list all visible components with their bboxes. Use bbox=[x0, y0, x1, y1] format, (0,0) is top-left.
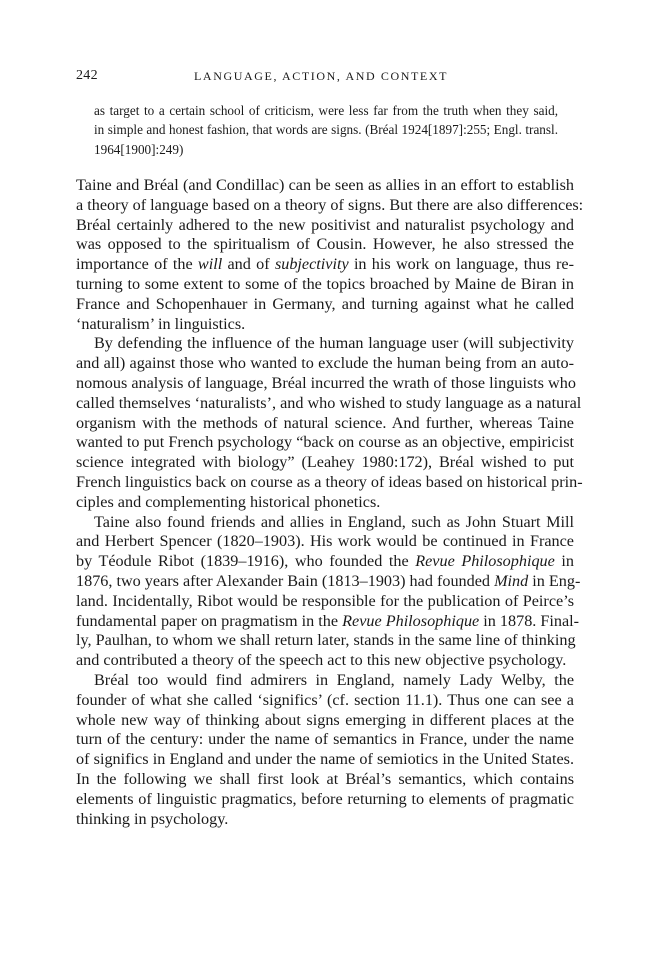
text-line bbox=[76, 651, 574, 671]
text-line bbox=[76, 730, 574, 750]
text-line bbox=[76, 393, 582, 414]
text-run: Taine and Bréal (and Condillac) can be seen as allies in an effort to establish bbox=[76, 176, 574, 194]
quote-line: in simple and honest fashion, that words are signs. (Bréal 1924[1897]:255; Engl. transl. bbox=[94, 122, 558, 138]
text-run: Bréal certainly adhered to the new positivist and naturalist psychology and bbox=[76, 215, 574, 234]
paragraph bbox=[76, 671, 574, 829]
text-line bbox=[76, 493, 574, 513]
italic-emphasis: will bbox=[197, 255, 223, 274]
text-run: importance of the bbox=[76, 255, 198, 274]
text-run: land. Incidentally, Ribot would be responsible for the publication of Peirce’s bbox=[76, 591, 574, 610]
text-run: was opposed to the spiritualism of Cousin. However, he also stressed the bbox=[76, 235, 574, 254]
text-line bbox=[76, 374, 574, 394]
text-run: French linguistics back on course as a theory of ideas based on historical prin- bbox=[76, 472, 583, 491]
text-run: science integrated with biology” (Leahey 1980:172), Bréal wished to put bbox=[76, 453, 574, 472]
text-line bbox=[76, 453, 574, 473]
text-run: organism with the methods of natural science. And further, whereas Taine bbox=[76, 413, 574, 432]
running-title: LANGUAGE, ACTION, AND CONTEXT bbox=[194, 69, 449, 83]
text-line bbox=[76, 216, 574, 236]
text-run: and all) against those who wanted to exclude the human being from an auto- bbox=[76, 354, 574, 373]
text-run: called themselves ‘naturalists’, and who wished to study language as a natural bbox=[76, 393, 582, 412]
text-line bbox=[76, 433, 574, 453]
text-run: fundamental paper on pragmatism in the bbox=[76, 611, 343, 630]
body-text bbox=[76, 176, 584, 829]
text-run: nomous analysis of language, Bréal incurred the wrath of those linguists who bbox=[76, 373, 576, 392]
paragraph bbox=[76, 512, 581, 671]
block-quote bbox=[94, 101, 558, 159]
text-line bbox=[76, 255, 574, 275]
text-run: turn of the century: under the name of semantics in France, under the name bbox=[76, 730, 574, 749]
text-line bbox=[76, 472, 583, 493]
italic-emphasis: Mind bbox=[494, 571, 529, 590]
text-line bbox=[76, 770, 574, 790]
text-line bbox=[76, 275, 574, 295]
text-line bbox=[76, 513, 574, 533]
text-run: wanted to put French psychology “back on course as an objective, empiricist bbox=[76, 433, 574, 452]
text-line bbox=[76, 235, 574, 255]
text-line bbox=[76, 810, 574, 830]
text-line bbox=[76, 691, 574, 711]
quote-line: as target to a certain school of criticism, were less far from the truth when they said, bbox=[94, 103, 558, 118]
text-line bbox=[76, 354, 574, 374]
running-head bbox=[76, 66, 574, 86]
text-line bbox=[76, 334, 574, 354]
italic-emphasis: Revue Philosophique bbox=[342, 611, 480, 630]
text-run: by Téodule Ribot (1839–1916), who founded the bbox=[76, 552, 416, 571]
text-run: thinking in psychology. bbox=[76, 809, 229, 828]
text-run: ciples and complementing historical phonetics. bbox=[76, 492, 381, 511]
text-run: ly, Paulhan, to whom we shall return later, stands in the same line of thinking bbox=[76, 631, 576, 650]
text-run: a theory of language based on a theory of signs. But there are also differences: bbox=[76, 195, 584, 214]
paragraph bbox=[76, 334, 583, 512]
text-run: of significs in England and under the name of semiotics in the United States. bbox=[76, 750, 574, 769]
text-line bbox=[76, 790, 574, 810]
text-run: elements of linguistic pragmatics, before returning to elements of pragmatic bbox=[76, 789, 574, 808]
italic-emphasis: Revue Philosophique bbox=[415, 552, 555, 571]
text-run: whole new way of thinking about signs emerging in different places at the bbox=[76, 710, 574, 729]
text-line bbox=[76, 532, 574, 552]
text-line bbox=[76, 750, 574, 770]
text-line bbox=[76, 176, 574, 196]
text-run: turning to some extent to some of the topics broached by Maine de Biran in bbox=[76, 274, 574, 293]
text-run: ‘naturalism’ in linguistics. bbox=[76, 314, 246, 333]
text-run: in 1878. Final- bbox=[479, 611, 580, 630]
text-run: France and Schopenhauer in Germany, and turning against what he called bbox=[76, 294, 574, 313]
text-run: in bbox=[554, 552, 574, 571]
italic-emphasis: subjectivity bbox=[274, 255, 349, 274]
text-line bbox=[76, 631, 574, 651]
text-line bbox=[76, 592, 574, 612]
text-run: Taine also found friends and allies in England, such as John Stuart Mill bbox=[94, 512, 574, 531]
page-number: 242 bbox=[76, 68, 98, 83]
text-run: in Eng- bbox=[528, 571, 581, 590]
text-run: By defending the influence of the human language user (will subjectivity bbox=[94, 334, 574, 353]
paragraph bbox=[76, 176, 584, 334]
text-run: and Herbert Spencer (1820–1903). His work would be continued in France bbox=[76, 532, 574, 551]
text-line bbox=[76, 711, 574, 731]
text-run: and of bbox=[222, 255, 275, 274]
text-line bbox=[76, 414, 574, 434]
text-run: in his work on language, thus re- bbox=[348, 255, 574, 274]
text-line bbox=[76, 611, 580, 632]
text-run: 1876, two years after Alexander Bain (1813–1903) had founded bbox=[76, 571, 495, 590]
text-line bbox=[76, 295, 574, 315]
text-run: founder of what she called ‘significs’ (cf. section 11.1). Thus one can see a bbox=[76, 690, 574, 709]
quote-line: 1964[1900]:249) bbox=[94, 141, 184, 157]
text-run: Bréal too would find admirers in England, namely Lady Welby, the bbox=[94, 670, 574, 689]
text-line bbox=[76, 671, 574, 691]
text-line bbox=[76, 552, 574, 572]
text-line bbox=[76, 571, 581, 592]
text-line bbox=[76, 195, 584, 216]
text-run: and contributed a theory of the speech act to this new objective psychology. bbox=[76, 651, 567, 670]
text-line bbox=[76, 315, 574, 335]
text-run: In the following we shall first look at Bréal’s semantics, which contains bbox=[76, 769, 574, 788]
